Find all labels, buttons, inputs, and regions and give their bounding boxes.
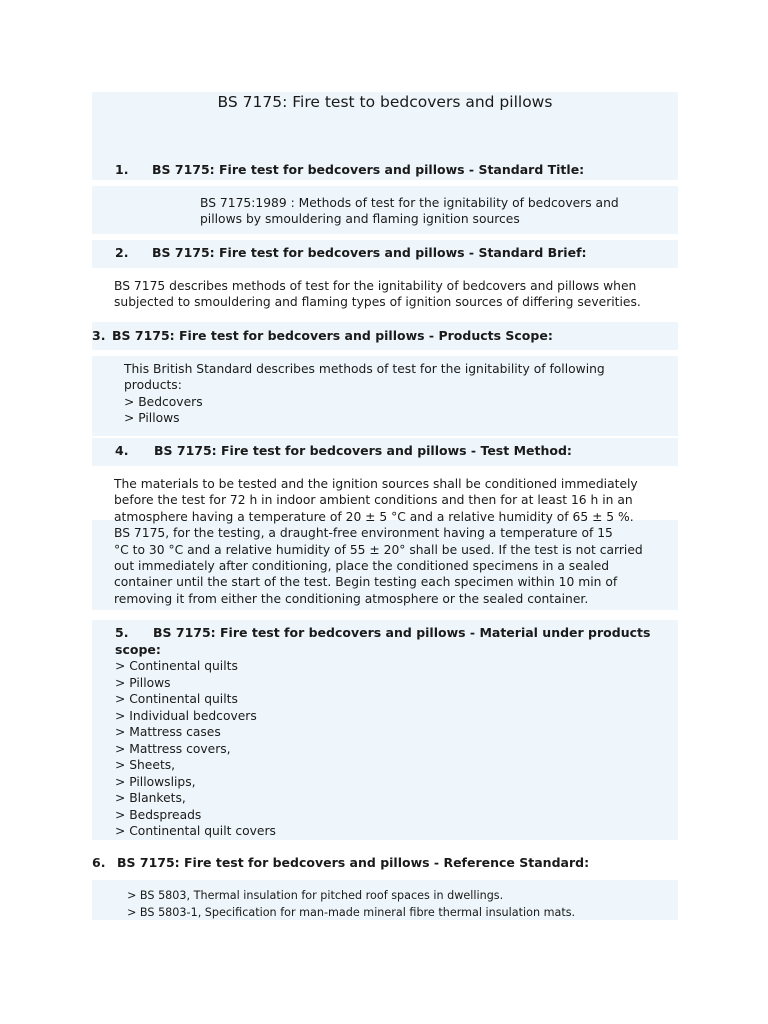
body-line: products: bbox=[124, 378, 182, 393]
list-item: > Bedcovers bbox=[124, 394, 203, 409]
section-number: 4. bbox=[115, 443, 129, 458]
body-line: atmosphere having a temperature of 20 ± 5 °C and a relative humidity of 65 ± 5 %. bbox=[114, 509, 634, 524]
body-line: before the test for 72 h in indoor ambient conditions and then for at least 16 h in an bbox=[114, 493, 633, 508]
body-line: This British Standard describes methods of test for the ignitability of following bbox=[124, 362, 605, 376]
list-item: > Pillows bbox=[115, 675, 171, 690]
section-number: 5. bbox=[115, 625, 129, 640]
section-3-body bbox=[124, 361, 605, 427]
body-line: BS 7175:1989 : Methods of test for the ignitability of bedcovers and bbox=[200, 196, 619, 210]
section-6-heading bbox=[92, 855, 589, 870]
list-item: > Continental quilt covers bbox=[115, 824, 276, 838]
body-line: container until the start of the test. Begin testing each specimen within 10 min of bbox=[114, 575, 618, 590]
section-heading-text: BS 7175: Fire test for bedcovers and pillows - Standard Brief: bbox=[152, 245, 587, 260]
list-item: > Mattress covers, bbox=[115, 741, 231, 756]
list-item: > Individual bedcovers bbox=[115, 708, 257, 723]
section-1-body bbox=[200, 195, 619, 228]
section-number: 1. bbox=[115, 162, 129, 177]
section-6-list bbox=[127, 888, 575, 921]
list-item: > BS 5803, Thermal insulation for pitched roof spaces in dwellings. bbox=[127, 889, 504, 902]
list-item: > Continental quilts bbox=[115, 659, 238, 673]
body-line: BS 7175 describes methods of test for the ignitability of bedcovers and pillows when bbox=[114, 279, 637, 293]
section-number: 6. bbox=[92, 855, 106, 870]
body-line: removing it from either the conditioning atmosphere or the sealed container. bbox=[114, 591, 589, 606]
list-item: > Continental quilts bbox=[115, 692, 238, 706]
page-title: BS 7175: Fire test to bedcovers and pillows bbox=[217, 93, 553, 111]
list-item: > Sheets, bbox=[115, 758, 176, 772]
list-item: > BS 5803-1, Specification for man-made mineral fibre thermal insulation mats. bbox=[127, 905, 576, 919]
list-item: > Mattress cases bbox=[115, 725, 221, 739]
body-line: BS 7175, for the testing, a draught-free environment having a temperature of 15 bbox=[114, 526, 613, 541]
list-item: > Bedspreads bbox=[115, 807, 202, 822]
section-number: 2. bbox=[115, 245, 129, 260]
section-4-body bbox=[114, 476, 643, 607]
body-line: °C to 30 °C and a relative humidity of 55 ± 20° shall be used. If the test is not carried bbox=[114, 542, 643, 557]
section-heading-text: BS 7175: Fire test for bedcovers and pillows - Material under products bbox=[153, 625, 651, 640]
body-line: out immediately after conditioning, place the conditioned specimens in a sealed bbox=[114, 559, 610, 574]
section-5-heading bbox=[115, 625, 650, 658]
section-heading-text: BS 7175: Fire test for bedcovers and pillows - Reference Standard: bbox=[117, 855, 590, 870]
section-heading-text: BS 7175: Fire test for bedcovers and pillows - Test Method: bbox=[154, 443, 572, 458]
section-heading-text: BS 7175: Fire test for bedcovers and pillows - Products Scope: bbox=[112, 328, 553, 343]
section-4-heading bbox=[115, 443, 572, 458]
list-item: > Blankets, bbox=[115, 791, 186, 805]
section-heading-text: BS 7175: Fire test for bedcovers and pillows - Standard Title: bbox=[152, 162, 585, 177]
section-heading-text: scope: bbox=[115, 641, 161, 657]
section-number: 3. bbox=[92, 328, 106, 343]
section-3-heading bbox=[92, 328, 553, 343]
body-line: The materials to be tested and the ignition sources shall be conditioned immediately bbox=[114, 477, 638, 491]
section-1-heading bbox=[115, 162, 584, 177]
list-item: > Pillows bbox=[124, 411, 180, 426]
list-item: > Pillowslips, bbox=[115, 774, 196, 789]
section-2-heading bbox=[115, 245, 587, 260]
body-line: subjected to smouldering and flaming types of ignition sources of differing severities. bbox=[114, 295, 641, 310]
section-2-body bbox=[114, 278, 641, 311]
body-line: pillows by smouldering and flaming ignition sources bbox=[200, 212, 520, 227]
section-5-list bbox=[115, 658, 276, 840]
